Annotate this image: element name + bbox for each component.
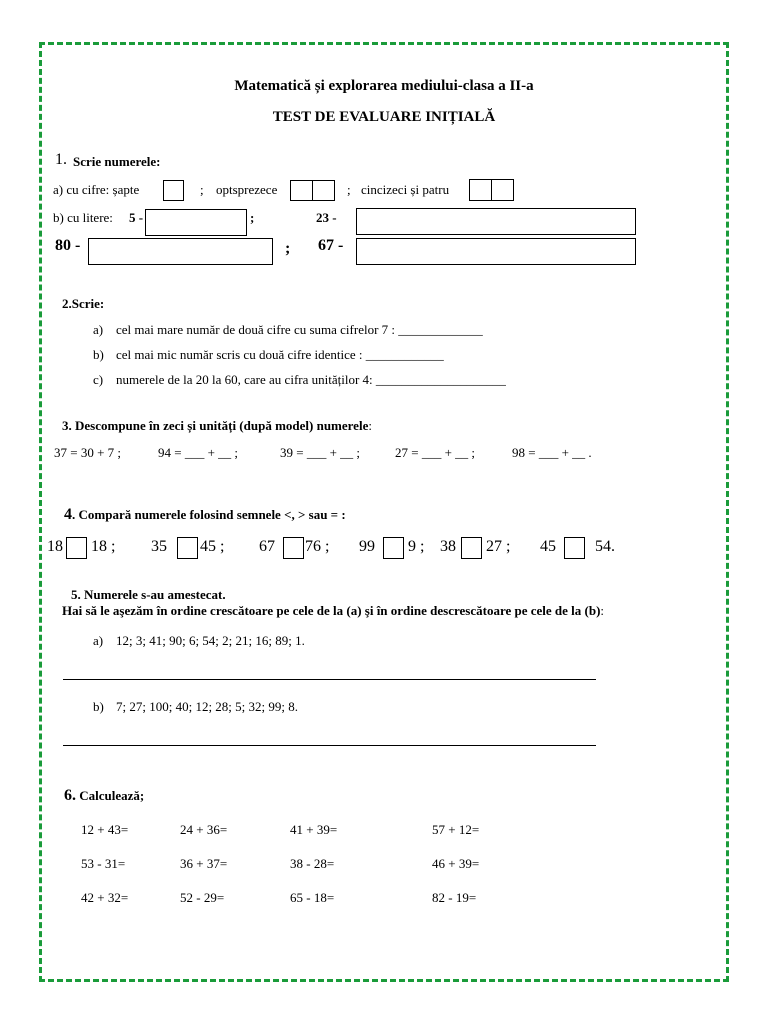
calc-item: 52 - 29= [180, 890, 225, 905]
page-title: Matematică și explorarea mediului-clasa a II-a [234, 78, 534, 94]
ex3-item-27: 27 = ___ + __ ; [395, 445, 476, 460]
compare-box-6[interactable] [564, 537, 585, 559]
ex4-pair3-right: 76 ; [305, 538, 330, 555]
ex2-item-a-marker: a) [93, 322, 104, 337]
calc-item: 53 - 31= [81, 856, 126, 871]
ex1-c-semicolon: ; [285, 240, 291, 257]
ex1-a-sep2: ; [347, 182, 351, 197]
ex3-title-text: 3. Descompune în zeci și unități (după model) numerele [62, 418, 369, 433]
ex2-item-b-text: cel mai mic număr scris cu două cifre identice : ____________ [116, 347, 444, 362]
ex2-item-c-text: numerele de la 20 la 60, care au cifra unităților 4: ____________________ [116, 372, 506, 387]
ex3-item-39: 39 = ___ + __ ; [280, 445, 361, 460]
ex1-number: 1. [55, 151, 67, 168]
compare-box-3[interactable] [283, 537, 304, 559]
ex5-subtitle-colon: : [600, 603, 605, 618]
ex2-item-b-marker: b) [93, 347, 104, 362]
ex4-number: 4 [64, 506, 72, 523]
ex1-a-cincizeci: cincizeci și patru [361, 182, 450, 197]
ex4-pair3-left: 67 [259, 538, 275, 555]
calc-item: 82 - 19= [432, 890, 477, 905]
ex4-pair1-left: 18 [47, 538, 63, 555]
calc-item: 41 + 39= [290, 822, 338, 837]
compare-box-5[interactable] [461, 537, 482, 559]
ex1-a-label: a) cu cifre: șapte [53, 182, 140, 197]
ex4-pair5-right: 27 ; [486, 538, 511, 555]
answer-box-optsprezece-units[interactable] [312, 180, 335, 201]
calc-item: 57 + 12= [432, 822, 480, 837]
ex4-pair5-left: 38 [440, 538, 456, 555]
ex1-title: Scrie numerele: [73, 154, 161, 169]
ex1-b-label: b) cu litere: [53, 210, 113, 225]
answer-box-sapte[interactable] [163, 180, 184, 201]
calc-item: 65 - 18= [290, 890, 335, 905]
compare-box-1[interactable] [66, 537, 87, 559]
calc-item: 36 + 37= [180, 856, 228, 871]
ex6-number: 6. [64, 787, 76, 804]
ex5-subtitle-text: Hai să le aşezăm în ordine crescătoare pe cele de la (a) şi în ordine descrescătoare pe cele de la (b) [62, 603, 601, 618]
ex4-pair2-left: 35 [151, 538, 167, 555]
ex1-b-number-5: 5 - [129, 210, 144, 225]
answer-field-23[interactable] [356, 208, 636, 235]
ex2-item-c-marker: c) [93, 372, 104, 387]
ex4-title [64, 507, 346, 523]
ex2-item-a-text: cel mai mare număr de două cifre cu suma cifrelor 7 : _____________ [116, 322, 483, 337]
ex5-subtitle [62, 603, 604, 619]
ex3-title [62, 418, 372, 434]
ex5-title: 5. Numerele s-au amestecat. [71, 587, 226, 602]
ex1-c-number-67: 67 - [318, 237, 344, 254]
ex3-item-98: 98 = ___ + __ . [512, 445, 592, 460]
ex4-pair2-right: 45 ; [200, 538, 225, 555]
ex4-pair1-right: 18 ; [91, 538, 116, 555]
ex5-a-text: 12; 3; 41; 90; 6; 54; 2; 21; 16; 89; 1. [116, 633, 305, 648]
ex6-title [64, 788, 144, 804]
answer-field-80[interactable] [88, 238, 273, 265]
compare-box-4[interactable] [383, 537, 404, 559]
answer-field-5[interactable] [145, 209, 247, 236]
calc-item: 24 + 36= [180, 822, 228, 837]
answer-box-cincizeci-tens[interactable] [469, 179, 492, 201]
calc-item: 42 + 32= [81, 890, 129, 905]
ex5-b-marker: b) [93, 699, 104, 714]
compare-box-2[interactable] [177, 537, 198, 559]
answer-field-67[interactable] [356, 238, 636, 265]
ex3-title-colon: : [368, 418, 372, 433]
ex1-a-optsprezece: optsprezece [216, 182, 278, 197]
ex1-b-number-23: 23 - [316, 210, 337, 225]
ex4-pair6-right: 54. [595, 538, 615, 555]
answer-box-optsprezece-tens[interactable] [290, 180, 313, 201]
calc-item: 12 + 43= [81, 822, 129, 837]
calc-item: 46 + 39= [432, 856, 480, 871]
ex4-pair4-right: 9 ; [408, 538, 425, 555]
answer-box-cincizeci-units[interactable] [491, 179, 514, 201]
ex1-c-number-80: 80 - [55, 237, 81, 254]
ex5-b-answer-line[interactable] [63, 745, 596, 746]
ex5-a-marker: a) [93, 633, 104, 648]
ex4-pair6-left: 45 [540, 538, 556, 555]
ex3-model: 37 = 30 + 7 ; [54, 445, 122, 460]
ex2-title: 2.Scrie: [62, 296, 105, 311]
page-subtitle: TEST DE EVALUARE INIȚIALĂ [272, 109, 496, 125]
ex4-pair4-left: 99 [359, 538, 375, 555]
ex3-item-94: 94 = ___ + __ ; [158, 445, 239, 460]
ex4-title-text: . Compară numerele folosind semnele <, > sau = : [72, 507, 346, 522]
ex5-b-text: 7; 27; 100; 40; 12; 28; 5; 32; 99; 8. [116, 699, 299, 714]
ex5-a-answer-line[interactable] [63, 679, 596, 680]
ex1-b-semicolon: ; [250, 210, 255, 225]
ex1-a-sep1: ; [200, 182, 204, 197]
calc-item: 38 - 28= [290, 856, 335, 871]
ex6-title-text: Calculează; [79, 788, 145, 803]
